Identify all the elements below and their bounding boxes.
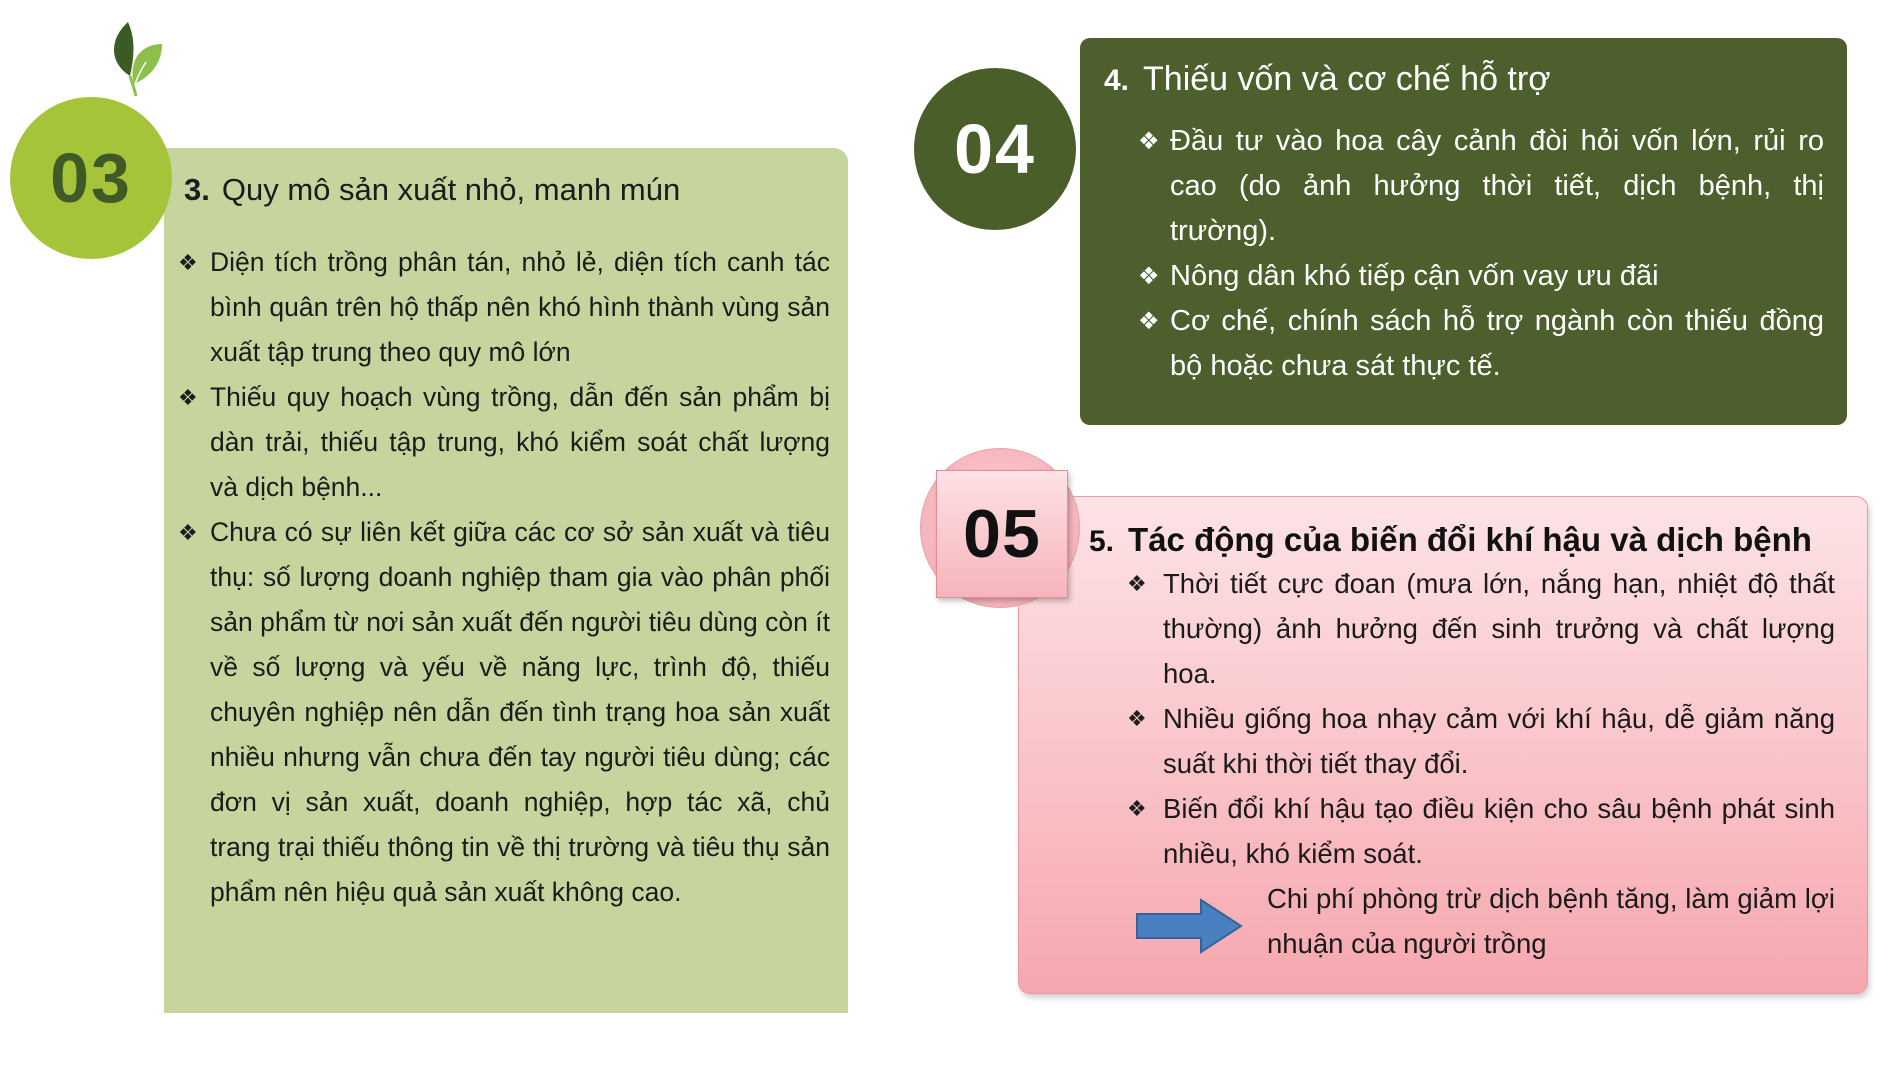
badge-04: [914, 68, 1076, 230]
diamond-bullet-icon: ❖: [178, 250, 198, 275]
diamond-bullet-icon: ❖: [1127, 706, 1147, 731]
item-text: Đầu tư vào hoa cây cảnh đòi hỏi vốn lớn, rủi ro cao (do ảnh hưởng thời tiết, dịch bệnh, thị trường).: [1170, 125, 1824, 247]
list-item: [1127, 786, 1835, 876]
title-text: Tác động của biến đổi khí hậu và dịch bệnh: [1128, 521, 1812, 558]
item-text: Cơ chế, chính sách hỗ trợ ngành còn thiếu đồng bộ hoặc chưa sát thực tế.: [1170, 305, 1824, 382]
conclusion-text: Chi phí phòng trừ dịch bệnh tăng, làm giảm lợi nhuận của người trồng: [1267, 883, 1835, 959]
right-arrow-icon: [1135, 898, 1243, 954]
list-item: [178, 510, 830, 915]
diamond-bullet-icon: ❖: [1138, 263, 1160, 290]
item-text: Thời tiết cực đoan (mưa lớn, nắng hạn, nhiệt độ thất thường) ảnh hưởng đến sinh trưởng và chất lượng hoa.: [1163, 568, 1835, 689]
panel-production-scale: [164, 148, 848, 1013]
badge-03: [10, 97, 172, 259]
list-item: [1138, 299, 1824, 389]
leaf-logo-icon: [100, 18, 170, 98]
diamond-bullet-icon: ❖: [1127, 796, 1147, 821]
title-text: Quy mô sản xuất nhỏ, manh mún: [221, 172, 681, 207]
item-text: Thiếu quy hoạch vùng trồng, dẫn đến sản phẩm bị dàn trải, thiếu tập trung, khó kiểm soát chất lượng và dịch bệnh...: [210, 382, 830, 502]
title-number: 4.: [1104, 64, 1130, 97]
item-text: Chưa có sự liên kết giữa các cơ sở sản xuất và tiêu thụ: số lượng doanh nghiệp tham gia vào phân phối sản phẩm từ nơi sản xuất đến người tiêu dùng còn ít về số lượng và yếu về năng lực, trình độ, thiếu chuyên nghiệp nên dẫn đến tình trạng hoa sản xuất nhiều nhưng vẫn chưa đến tay người tiêu dùng; các đơn vị sản xuất, doanh nghiệp, hợp tác xã, chủ trang trại thiếu thông tin về thị trường và tiêu thụ sản phẩm nên hiệu quả sản xuất không cao.: [210, 517, 830, 907]
bullet-list: [1127, 561, 1835, 966]
bullet-list: [178, 240, 830, 915]
list-item: [178, 240, 830, 375]
title-number: 5.: [1089, 525, 1115, 558]
badge-number: 04: [954, 110, 1036, 188]
badge-number: 05: [963, 496, 1041, 572]
panel-capital-support: [1080, 38, 1847, 425]
diamond-bullet-icon: ❖: [178, 385, 198, 410]
item-text: Biến đổi khí hậu tạo điều kiện cho sâu bệnh phát sinh nhiều, khó kiểm soát.: [1163, 793, 1835, 869]
list-item: [1127, 696, 1835, 786]
diamond-bullet-icon: ❖: [1127, 571, 1147, 596]
badge-05: [936, 470, 1068, 598]
badge-number: 03: [50, 139, 132, 217]
item-text: Diện tích trồng phân tán, nhỏ lẻ, diện tích canh tác bình quân trên hộ thấp nên khó hình thành vùng sản xuất tập trung theo quy mô lớn: [210, 247, 830, 367]
bullet-list: [1138, 119, 1824, 389]
panel-title: [1104, 60, 1824, 99]
title-text: Thiếu vốn và cơ chế hỗ trợ: [1143, 60, 1551, 98]
list-item: [1127, 561, 1835, 696]
title-number: 3.: [184, 172, 210, 207]
diamond-bullet-icon: ❖: [1138, 308, 1160, 335]
diamond-bullet-icon: ❖: [178, 520, 198, 545]
diamond-bullet-icon: ❖: [1138, 128, 1160, 155]
list-item: [1138, 254, 1824, 299]
list-item: [1138, 119, 1824, 254]
conclusion-item: [1127, 876, 1835, 966]
item-text: Nhiều giống hoa nhạy cảm với khí hậu, dễ giảm năng suất khi thời tiết thay đổi.: [1163, 703, 1835, 779]
panel-climate-disease: [1018, 496, 1868, 994]
panel-title: [1089, 521, 1859, 559]
item-text: Nông dân khó tiếp cận vốn vay ưu đãi: [1170, 260, 1659, 292]
panel-title: [184, 172, 824, 208]
list-item: [178, 375, 830, 510]
